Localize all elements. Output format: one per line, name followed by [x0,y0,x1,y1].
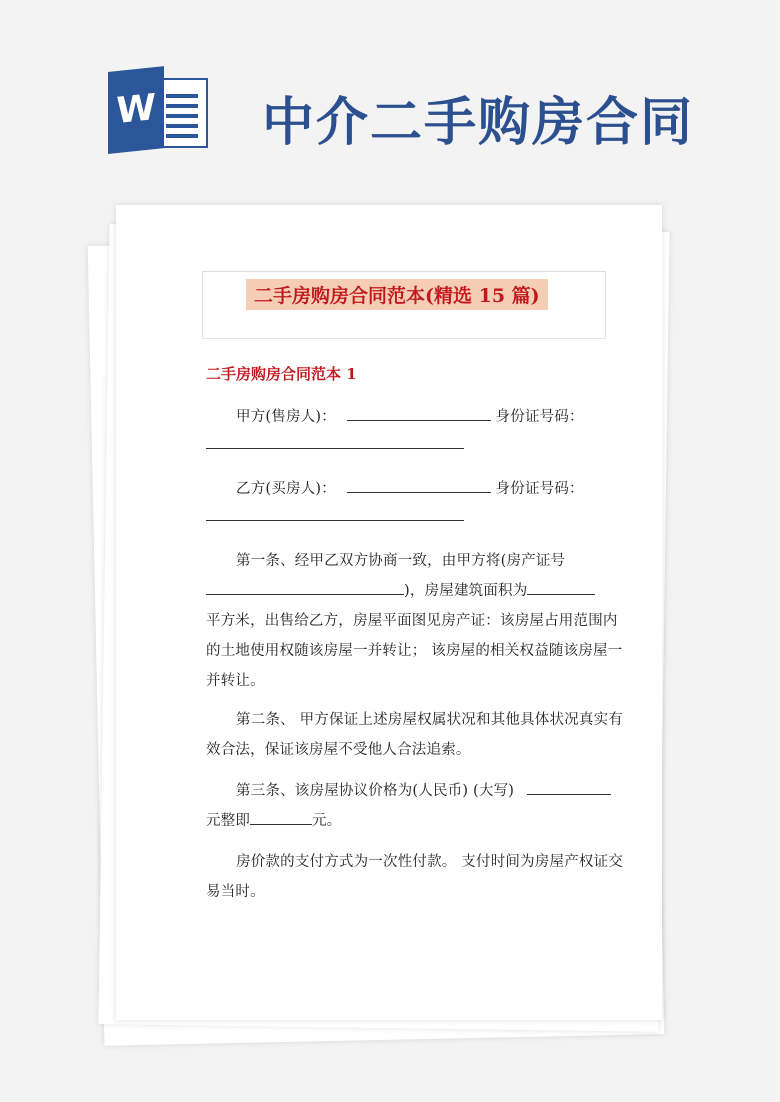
party-a-id-label: 身份证号码： [495,409,584,425]
price-uppercase-blank [527,782,611,795]
article-1-line-4: 的土地使用权随该房屋一并转让； 该房屋的相关权益随该房屋一 [206,643,623,659]
article-1-line-3: 平方米，出售给乙方，房屋平面图见房产证：该房屋占用范围内 [206,613,618,629]
area-blank [527,582,595,595]
document-title: 二手房购房合同范本(精选 15 篇) [246,279,548,310]
party-b-id-blank [206,520,464,521]
article-3-line-2 [206,809,342,830]
article-2-line-1: 第二条、 甲方保证上述房屋权属状况和其他具体状况真实有 [236,712,624,728]
payment-line-2: 易当时。 [206,884,265,900]
article-1-line-1: 第一条、经甲乙双方协商一致，由甲方将(房产证号 [236,553,566,569]
party-a-line [236,405,584,426]
word-icon-letter: W [108,66,164,154]
party-b-label: 乙方(买房人)： [236,481,336,497]
property-cert-blank [206,582,404,595]
payment-line-1: 房价款的支付方式为一次性付款。 支付时间为房屋产权证交 [236,854,624,870]
banner-title: 中介二手购房合同 [262,93,695,153]
article-1-line-5: 并转让。 [206,673,265,689]
article-2-line-2: 效合法，保证该房屋不受他人合法追索。 [206,742,471,758]
article-3-line-1 [236,779,611,800]
article-3-text: 第三条、该房屋协议价格为(人民币) (大写) [236,783,515,799]
party-b-name-blank [347,480,491,493]
party-b-line [236,477,584,498]
article-3-yuan-text: 元整即 [206,813,251,829]
word-app-icon [108,72,208,154]
price-number-blank [250,812,312,825]
article-1-area-text: )，房屋建筑面积为 [404,583,528,599]
party-b-id-label: 身份证号码： [495,481,584,497]
party-a-label: 甲方(售房人)： [236,409,336,425]
article-3-yuan-end: 元。 [312,813,342,829]
article-1-line-2 [206,579,595,600]
section-heading: 二手房购房合同范本 1 [206,365,357,383]
document-page [116,205,662,1020]
party-a-id-blank [206,448,464,449]
party-a-name-blank [347,408,491,421]
